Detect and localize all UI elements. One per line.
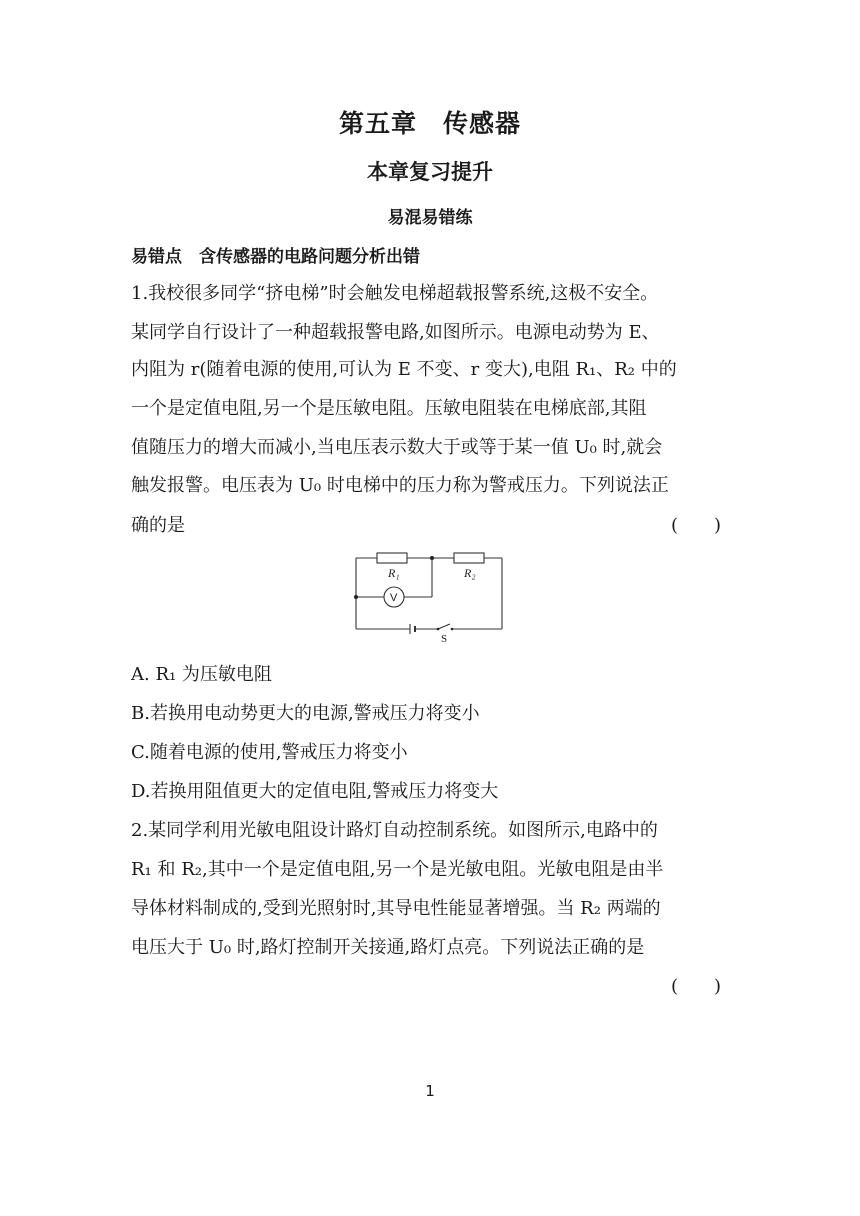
switch-contact-right <box>451 628 454 631</box>
switch-blade <box>438 624 450 629</box>
circuit-diagram <box>354 549 506 643</box>
q2-line-3: 导体材料制成的,受到光照射时,其导电性能显著增强。当 R₂ 两端的 <box>131 898 661 919</box>
subsection-title: 易混易错练 <box>387 208 473 228</box>
r2-label: R₂ <box>464 566 476 580</box>
q1-line-5: 值随压力的增大而减小,当电压表示数大于或等于某一值 U₀ 时,就会 <box>131 437 663 458</box>
q1-line-4: 一个是定值电阻,另一个是压敏电阻。压敏电阻装在电梯底部,其阻 <box>131 398 647 419</box>
junction-left <box>354 595 358 599</box>
q2-answer-paren: ( ) <box>671 976 722 997</box>
q2-line-1: 2.某同学利用光敏电阻设计路灯自动控制系统。如图所示,电路中的 <box>131 820 658 841</box>
q1-option-c: C.随着电源的使用,警戒压力将变小 <box>131 742 408 763</box>
error-point-heading: 易错点 含传感器的电路问题分析出错 <box>131 247 420 267</box>
q1-line-2: 某同学自行设计了一种超载报警电路,如图所示。电源电动势为 E、 <box>131 322 660 343</box>
q1-option-d: D.若换用阻值更大的定值电阻,警戒压力将变大 <box>131 781 499 802</box>
switch-label: S <box>441 633 448 643</box>
junction-top <box>430 556 434 560</box>
q1-option-a: A. R₁ 为压敏电阻 <box>131 664 272 685</box>
switch-contact-left <box>437 628 440 631</box>
q1-line-1: 1.我校很多同学“挤电梯”时会触发电梯超载报警系统,这极不安全。 <box>131 283 659 304</box>
q1-line-7: 确的是 <box>131 515 185 536</box>
q2-line-4: 电压大于 U₀ 时,路灯控制开关接通,路灯点亮。下列说法正确的是 <box>131 937 645 958</box>
q1-option-b: B.若换用电动势更大的电源,警戒压力将变小 <box>131 703 480 724</box>
q2-line-2: R₁ 和 R₂,其中一个是定值电阻,另一个是光敏电阻。光敏电阻是由半 <box>131 859 664 880</box>
q1-line-6: 触发报警。电压表为 U₀ 时电梯中的压力称为警戒压力。下列说法正 <box>131 475 669 496</box>
r1-label: R₁ <box>388 566 400 580</box>
section-title: 本章复习提升 <box>367 160 493 184</box>
q1-answer-paren: ( ) <box>671 515 722 536</box>
q1-line-3: 内阻为 r(随着电源的使用,可认为 E 不变、r 变大),电阻 R₁、R₂ 中的 <box>131 359 677 380</box>
page-number: 1 <box>425 1082 435 1100</box>
voltmeter-label: V <box>390 592 398 604</box>
chapter-title: 第五章 传感器 <box>338 109 521 138</box>
resistor-r2 <box>454 553 484 563</box>
resistor-r1 <box>377 553 407 563</box>
